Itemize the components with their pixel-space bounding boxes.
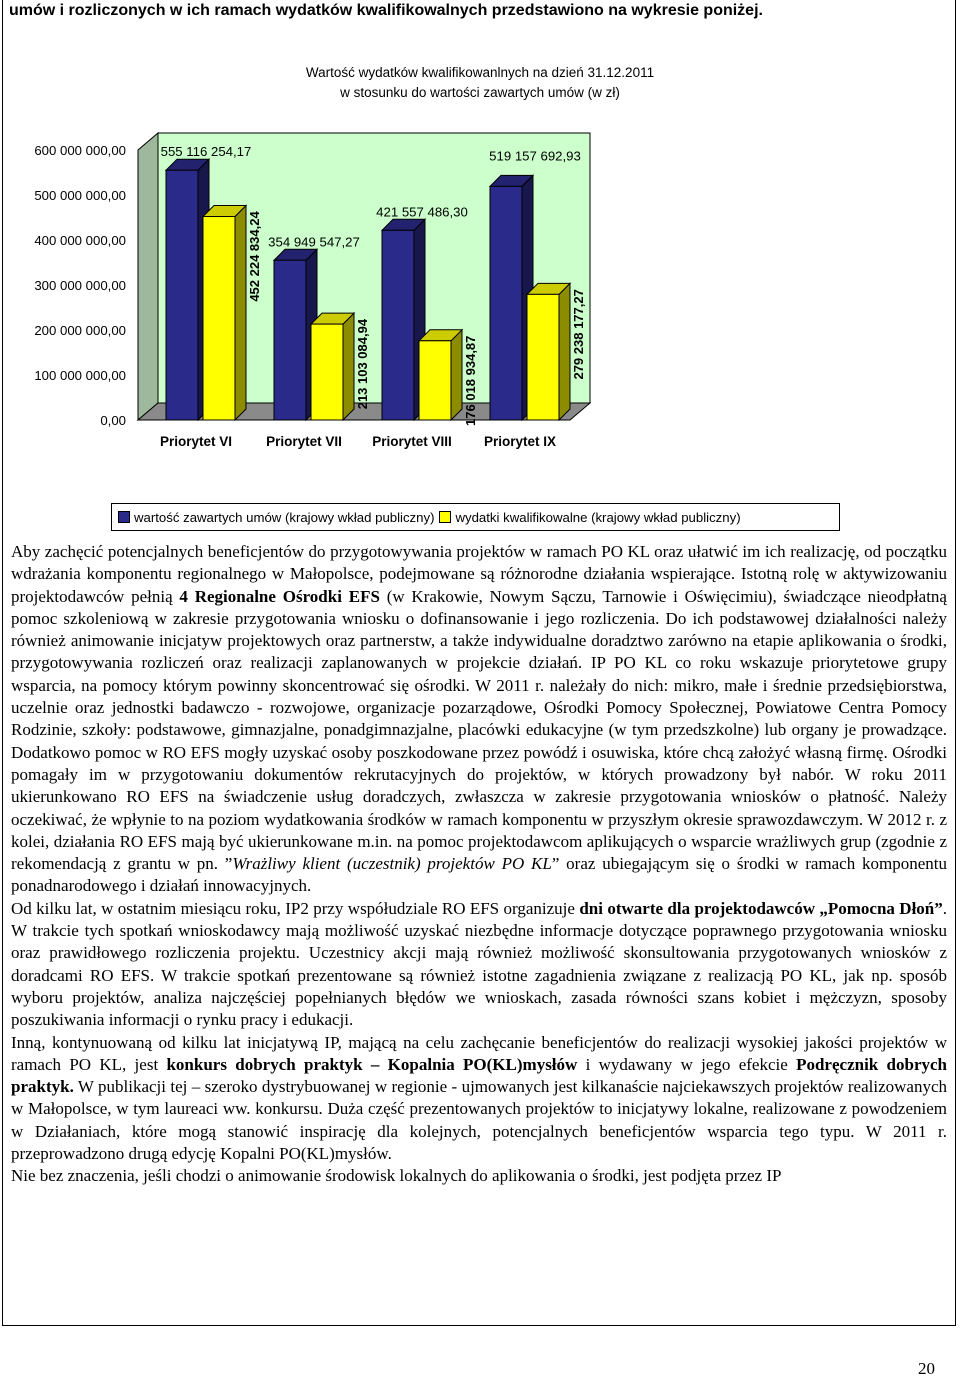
category-label: Priorytet IX xyxy=(483,434,557,449)
bar-value-label: 279 238 177,27 xyxy=(571,289,586,380)
bar-side xyxy=(451,330,462,420)
bar-side xyxy=(235,205,246,420)
bar-value-label: 519 157 692,93 xyxy=(489,148,581,164)
p2-part-a: Od kilku lat, w ostatnim miesiącu roku, IP2 przy współudziale RO EFS organizuje xyxy=(11,898,580,918)
body-text xyxy=(11,541,947,1188)
p3-part-c: i wydawany w jego efekcie xyxy=(577,1054,797,1074)
intro-line: umów i rozliczonych w ich ramach wydatków kwalifikowalnych przedstawiono na wykresie poniżej. xyxy=(9,2,763,19)
bar-front xyxy=(382,230,414,420)
bar-side xyxy=(559,283,570,420)
p3-part-a: Inną, kontynuowaną od kilku lat inicjatywą IP, mającą na celu zachęcanie beneficjentów do realizacji wysokiej jakości projektów w ramach PO KL, jest xyxy=(11,1032,947,1074)
chart-title-line1: Wartość wydatków kwalifikowanlnych na dzień 31.12.2011 xyxy=(305,65,655,80)
bar-front xyxy=(203,216,235,420)
legend-label-expenses: wydatki kwalifikowalne (krajowy wkład publiczny) xyxy=(455,509,741,525)
bar-value-label: 213 103 084,94 xyxy=(355,318,370,410)
p3-bold-handbook: Podręcznik dobrych praktyk. xyxy=(11,1054,947,1097)
page-number: 20 xyxy=(918,1359,935,1378)
p2-bold-open-days: dni otwarte dla projektodawców „Pomocna Dłoń” xyxy=(579,898,943,918)
y-tick-label: 0,00 xyxy=(100,413,126,428)
legend-item-expenses xyxy=(439,510,740,525)
legend-label-contracts: wartość zawartych umów (krajowy wkład publiczny) xyxy=(134,509,435,525)
legend-item-contracts xyxy=(118,510,434,525)
p1-italic-grant: Wrażliwy klient (uczestnik) projektów PO KL xyxy=(232,854,552,874)
y-tick-label: 100 000 000,00 xyxy=(34,368,126,383)
paragraph-4: Nie bez znaczenia, jeśli chodzi o animowanie środowisk lokalnych do aplikowania o środki, jest podjęta przez IP xyxy=(11,1166,782,1186)
chart-title-line2: w stosunku do wartości zawartych umów (w zł) xyxy=(340,85,620,100)
bar-value-label: 421 557 486,30 xyxy=(376,204,468,220)
paragraph-2 xyxy=(11,898,947,1032)
bar-side xyxy=(343,313,354,420)
p1-bold-ro-efs: 4 Regionalne Ośrodki EFS xyxy=(179,586,380,606)
p2-part-c: . W trakcie tych spotkań wnioskodawcy mają możliwość uzyskać niezbędne informacje dotyczące poprawnego przygotowania wniosku oraz prawidłowego rozliczenia projektu. Uczestnicy akcji mają również możliwość skonsultowania przygotowanych wniosków z doradcami RO EFS. W trakcie spotkań prezentowane są również istotne zagadnienia związane z realizacją PO KL, jak np. sposób wyboru projektów, analiza najczęściej popełnianych błędów we wnioskach, zasada równości szans kobiet i mężczyzn, sposoby poszukiwania informacji o rynku pracy i edukacji. xyxy=(11,898,948,1030)
chart-plot xyxy=(34,133,590,449)
category-label: Priorytet VIII xyxy=(372,434,452,449)
bar-front xyxy=(311,324,343,420)
bar-front xyxy=(166,170,198,420)
bar-value-label: 354 949 547,27 xyxy=(268,234,360,250)
p3-bold-contest: konkurs dobrych praktyk – Kopalnia PO(KL)mysłów xyxy=(166,1054,578,1074)
chart-legend xyxy=(111,503,840,531)
y-tick-label: 300 000 000,00 xyxy=(34,278,126,293)
p3-part-e: W publikacji tej – szeroko dystrybuowanej w regionie - ujmowanych jest kilkanaście najciekawszych projektów realizowanych w Małopolsce, w tym laureaci ww. konkursu. Duża część prezentowanych projektów to inicjatywy lokalne, realizowane z powodzeniem w Działaniach, które mogą stanowić inspirację dla kolejnych, potencjalnych beneficjentów wsparcia tego typu. W 2011 r. przeprowadzono drugą edycję Kopalni PO(KL)mysłów. xyxy=(11,1077,947,1164)
chart-svg xyxy=(0,0,960,545)
bar-value-label: 555 116 254,17 xyxy=(160,144,252,160)
bar-front xyxy=(527,294,559,420)
category-label: Priorytet VII xyxy=(266,434,342,449)
bar-value-label: 452 224 834,24 xyxy=(247,211,262,302)
y-tick-label: 200 000 000,00 xyxy=(34,323,126,338)
legend-swatch-expenses xyxy=(439,511,451,523)
paragraph-1 xyxy=(11,541,947,898)
p1-part-a: Aby zachęcić potencjalnych beneficjentów do przygotowywania projektów w ramach PO KL oraz ułatwić im ich realizację, od początku wdrażania komponentu regionalnego w Małopolsce, podejmowane są różnorodne działania wspierające. Istotną rolę w aktywizowaniu projektodawców pełnią xyxy=(11,542,947,606)
category-label: Priorytet VI xyxy=(159,434,233,449)
bar-front xyxy=(274,260,306,420)
paragraph-3 xyxy=(11,1032,947,1166)
bar-value-label: 176 018 934,87 xyxy=(463,335,478,426)
p1-part-e: ” oraz ubiegającym się o środki w ramach komponentu ponadnarodowego i działań innowacyjnych. xyxy=(11,854,947,896)
bar-front xyxy=(419,341,451,420)
bar-chart xyxy=(0,0,960,545)
y-tick-label: 400 000 000,00 xyxy=(34,233,126,248)
y-tick-label: 500 000 000,00 xyxy=(34,188,126,203)
legend-swatch-contracts xyxy=(118,511,130,523)
chart-side-wall xyxy=(138,133,158,420)
bar-front xyxy=(490,186,522,420)
y-tick-label: 600 000 000,00 xyxy=(34,143,126,158)
p1-part-c: (w Krakowie, Nowym Sączu, Tarnowie i Oświęcimiu), świadczące nieodpłatną pomoc szkoleniową w zakresie przygotowania wniosku o dofinansowanie i jego rozliczenia. Do ich podstawowej działalności należy również animowanie inicjatyw projektowych oraz partnerstw, a także indywidualne doradztwo zarówno na etapie aplikowania o środki, przygotowywania rozliczeń oraz realizacji zaplanowanych w projekcie działań. IP PO KL co roku wskazuje priorytetowe grupy wsparcia, na pomocy którym powinny skoncentrować się ośrodki. W 2011 r. należały do nich: mikro, małe i średnie przedsiębiorstwa, uczelnie oraz jednostki badawczo - rozwojowe, organizacje pozarządowe, Ośrodki Pomocy Społecznej, Powiatowe Centra Pomocy Rodzinie, szkoły: podstawowe, gimnazjalne, ponadgimnazjalne, placówki edukacyjne (w tym przedszkolne) lub organy je prowadzące. Dodatkowo pomoc w RO EFS mogły uzyskać osoby poszkodowane przez powódź i osuwiska, które chcą założyć własną firmę. Ośrodki pomagały im w przygotowaniu dokumentów rekrutacyjnych do projektów, w których prowadzony był nabór. W roku 2011 ukierunkowano RO EFS na świadczenie usług doradczych, zwłaszcza w zakresie przygotowania wniosków o płatność. Należy oczekiwać, że wpłynie to na poziom wydatkowania środków w ramach komponentu w przyszłym okresie sprawozdawczym. W 2012 r. z kolei, działania RO EFS mają być ukierunkowane m.in. na pomoc projektodawcom aplikujących o wsparcie wrażliwych grup (zgodnie z rekomendacją z grantu w pn. ” xyxy=(11,586,947,874)
